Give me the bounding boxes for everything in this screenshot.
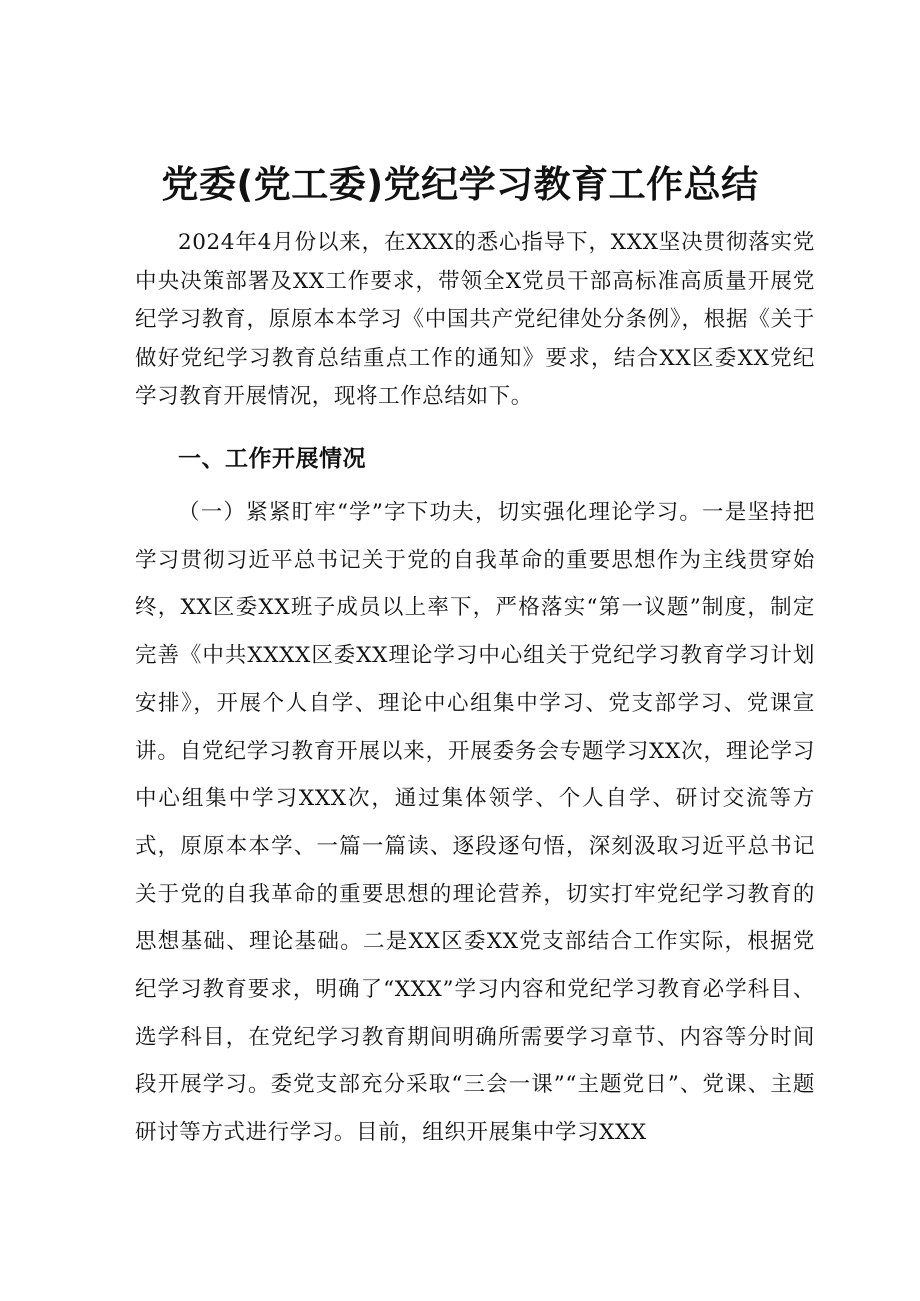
intro-paragraph: 2024年4月份以来，在XXX的悉心指导下，XXX坚决贯彻落实党中央决策部署及XX工作要求，带领全X党员干部高标准高质量开展党纪学习教育，原原本本学习《中国共产党纪律处分条例》，根据《关于做好党纪学习教育总结重点工作的通知》要求，结合XX区委XX党纪学习教育开展情况，现将工作总结如下。	[135, 230, 815, 409]
section-paragraph-theory-study: （一）紧紧盯牢“学”字下功夫，切实强化理论学习。一是坚持把学习贯彻习近平总书记关于党的自我革命的重要思想作为主线贯穿始终，XX区委XX班子成员以上率下，严格落实“第一议题”制度，制定完善《中共XXXX区委XX理论学习中心组关于党纪学习教育学习计划安排》，开展个人自学、理论中心组集中学习、党支部学习、党课宣讲。自党纪学习教育开展以来，开展委务会专题学习XX次，理论学习中心组集中学习XXX次，通过集体领学、个人自学、研讨交流等方式，原原本本学、一篇一篇读、逐段逐句悟，深刻汲取习近平总书记关于党的自我革命的重要思想的理论营养，切实打牢党纪学习教育的思想基础、理论基础。二是XX区委XX党支部结合工作实际，根据党纪学习教育要求，明确了“XXX”学习内容和党纪学习教育必学科目、选学科目，在党纪学习教育期间明确所需要学习章节、内容等分时间段开展学习。委党支部充分采取“三会一课”“主题党日”、党课、主题研讨等方式进行学习。目前，组织开展集中学习XXX	[135, 500, 815, 1146]
section-heading-work-progress: 一、工作开展情况	[178, 446, 366, 472]
document-title: 党委(党工委)党纪学习教育工作总结	[161, 163, 759, 206]
